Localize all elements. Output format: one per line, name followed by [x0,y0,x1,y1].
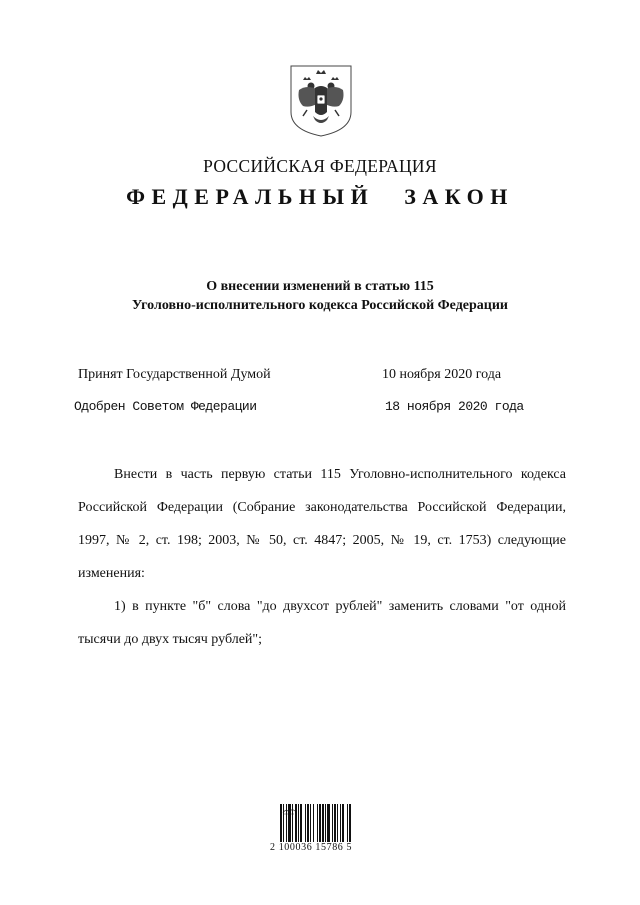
law-body [78,458,566,656]
body-paragraph-1: Внести в часть первую статьи 115 Уголовно-исполнительного кодекса Российской Федерации (Собрание законодательства Российской Федерации, 1997, № 2, ст. 198; 2003, № 50, ст. 4847; 2005, № 19, ст. 1753) следующие изменения: [78,467,566,581]
coat-of-arms-icon [289,64,353,138]
law-title-line-2: Уголовно-исполнительного кодекса Российской Федерации [132,298,508,313]
document-type-heading: ФЕДЕРАЛЬНЫЙ ЗАКОН [126,184,514,209]
body-paragraph-2: 1) в пункте "б" слова "до двухсот рублей" заменить словами "от одной тысячи до двух тысяч рублей"; [78,599,566,647]
law-title [0,277,640,315]
approved-date: 18 ноября 2020 года [385,399,524,414]
barcode-number: 2 100036 15786 5 [270,842,353,853]
country-heading: РОССИЙСКАЯ ФЕДЕРАЦИЯ [203,156,437,176]
adopted-date: 10 ноября 2020 года [382,367,502,382]
barcode-icon [280,804,360,844]
adopted-label: Принят Государственной Думой [78,367,271,382]
law-title-line-1: О внесении изменений в статью 115 [206,279,434,294]
approved-label: Одобрен Советом Федерации [74,399,257,414]
